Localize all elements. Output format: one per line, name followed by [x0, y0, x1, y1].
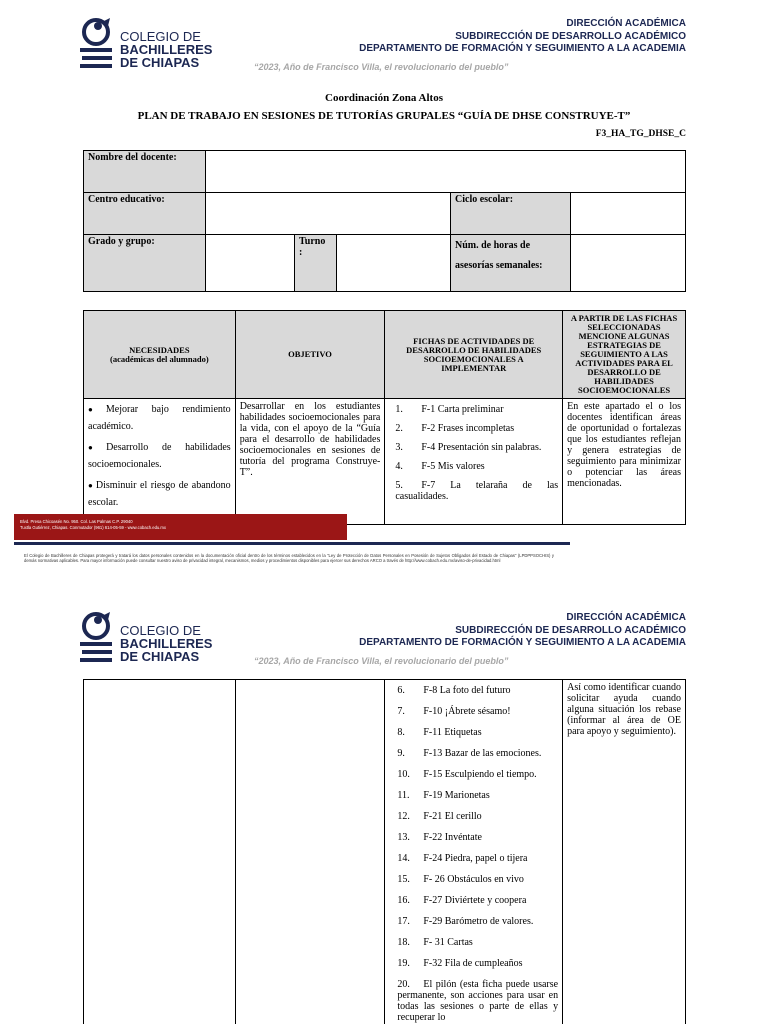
ficha-item: 6. F-8 La foto del futuro [397, 685, 511, 696]
dept-line-3: DEPARTAMENTO DE FORMACIÓN Y SEGUIMIENTO A LA ACADEMIA [359, 43, 686, 54]
ficha-item: 9. F-13 Bazar de las emociones. [397, 748, 542, 759]
grado-field[interactable] [206, 235, 295, 292]
ficha-item: 16. F-27 Diviértete y coopera [397, 895, 527, 906]
teacher-info-table [83, 150, 686, 292]
turno-field[interactable] [337, 235, 451, 292]
turno-label [295, 235, 337, 292]
centro-label: Centro educativo: [84, 193, 206, 235]
logo-line-2: BACHILLERES [120, 42, 213, 57]
need-item: ● Mejorar bajo rendimiento académico. [88, 401, 231, 435]
strategies-cell-continued: Así como identificar cuando solicitar ayuda cuando alguna situación los rebase (informar al área de OE para apoyo y seguimiento). [563, 680, 686, 1024]
needs-header-sub: (académicas del alumnado) [109, 353, 209, 364]
ficha-item: 14. F-24 Piedra, papel o tijera [397, 853, 528, 864]
dept-line-3: DEPARTAMENTO DE FORMACIÓN Y SEGUIMIENTO A LA ACADEMIA [359, 637, 686, 648]
privacy-notice: El Colegio de Bachilleres de Chiapas protegerá y tratará los datos personales contenidos en la documentación oficial dentro de los términos establecidos en la “Ley de Protección de Datos Personales en Posesión de Sujetos Obligados del Estado de Chiapas” (LPDPPSOCHIS) y demás normativas aplicables. Para mayor información puede consultar nuestro aviso de privacidad integral, mecanismos, medios y procedimientos disponibles para ejercer sus derechos ARCO a través de http://www.cobach.edu.mx/aviso-de-privacidad.html [24, 553, 554, 563]
ficha-item: 20. El pilón (esta ficha puede usarse permanente, son acciones para usar en todas las sesiones o parte de ellas y recuperar lo [397, 979, 559, 1023]
department-block [359, 18, 686, 56]
slogan: “2023, Año de Francisco Villa, el revolucionario del pueblo” [254, 656, 509, 666]
ficha-item: 7. F-10 ¡Ábrete sésamo! [397, 706, 511, 717]
plan-table-continued [83, 679, 686, 1024]
page-header [0, 16, 768, 76]
need-item: ● Disminuir el riesgo de abandono escolar. [88, 477, 231, 511]
plan-table [83, 310, 686, 525]
ficha-item: 11. F-19 Marionetas [397, 790, 490, 801]
address-line-1: Blvd. Presa Chicoasén No. 950. Col. Las Palmas C.P. 29040 [20, 519, 133, 524]
department-block [359, 612, 686, 650]
horas-label: Núm. de horas de asesorías semanales: [451, 235, 571, 292]
logo-line-2: BACHILLERES [120, 636, 213, 651]
needs-header [84, 311, 236, 399]
centro-field[interactable] [206, 193, 451, 235]
objective-cell: Desarrollar en los estudiantes habilidades socioemocionales para la vida, con el apoyo de la “Guía para el desarrollo de habilidades socioemocionales en sesiones de tutoría del programa Construye-T”. [235, 399, 385, 525]
ficha-item: 4. F-5 Mis valores [395, 461, 485, 472]
objective-cell-continued [235, 680, 385, 1024]
ficha-item: 15. F- 26 Obstáculos en vivo [397, 874, 524, 885]
ciclo-field[interactable] [571, 193, 686, 235]
form-code: F3_HA_TG_DHSE_C [595, 129, 686, 139]
ficha-item: 12. F-21 El cerillo [397, 811, 482, 822]
need-item: ● Desarrollo de habilidades socioemocionales. [88, 439, 231, 473]
logo-line-3: DE CHIAPAS [120, 55, 200, 70]
ficha-item: 1. F-1 Carta preliminar [395, 404, 504, 415]
ficha-item: 18. F- 31 Cartas [397, 937, 473, 948]
ciclo-label: Ciclo escolar: [451, 193, 571, 235]
horas-field[interactable] [571, 235, 686, 292]
docente-label: Nombre del docente: [84, 151, 206, 193]
dept-line-2: SUBDIRECCIÓN DE DESARROLLO ACADÉMICO [455, 30, 686, 42]
ficha-item: 3. F-4 Presentación sin palabras. [395, 442, 542, 453]
ficha-item: 13. F-22 Invéntate [397, 832, 482, 843]
ficha-item: 2. F-2 Frases incompletas [395, 423, 515, 434]
grado-label: Grado y grupo: [84, 235, 206, 292]
logo-wordmark [120, 30, 212, 69]
document-title: PLAN DE TRABAJO EN SESIONES DE TUTORÍAS GRUPALES “GUÍA DE DHSE CONSTRUYE-T” [137, 110, 631, 122]
footer-divider [14, 542, 570, 545]
strategies-cell: En este apartado el o los docentes identifican áreas de oportunidad o fortalezas que los estudiantes reflejan y genera estrategias de seguimiento para minimizar o potenciar las áreas mencionadas. [563, 399, 686, 525]
objective-header: OBJETIVO [235, 311, 385, 399]
dept-line-1: DIRECCIÓN ACADÉMICA [566, 18, 686, 29]
ficha-item: 10. F-15 Esculpiendo el tiempo. [397, 769, 537, 780]
turno-label-colon: : [299, 247, 303, 258]
fichas-header: FICHAS DE ACTIVIDADES DE DESARROLLO DE HABILIDADES SOCIOEMOCIONALES A IMPLEMENTAR [385, 311, 563, 399]
logo-line-3: DE CHIAPAS [120, 649, 200, 664]
page-header-2 [0, 610, 768, 670]
fichas-cell [385, 399, 563, 525]
fichas-cell-continued [385, 680, 563, 1024]
coordination-label: Coordinación Zona Altos [325, 92, 443, 104]
ficha-item: 17. F-29 Barómetro de valores. [397, 916, 534, 927]
turno-label-text: Turno [299, 236, 326, 247]
slogan: “2023, Año de Francisco Villa, el revolucionario del pueblo” [254, 62, 509, 72]
address-line-2: Tuxtla Gutiérrez, Chiapas. Conmutador (961) 614-05-59 - www.cobach.edu.mx [20, 525, 167, 530]
footer-address-bar [14, 514, 347, 540]
strategies-header: A PARTIR DE LAS FICHAS SELECCIONADAS MENCIONE ALGUNAS ESTRATEGIAS DE SEGUIMIENTO A LAS ACTIVIDADES PARA EL DESARROLLO DE HABILIDADES SOCIOEMOCIONALES [563, 311, 686, 399]
needs-cell [84, 399, 236, 525]
logo-wordmark [120, 624, 212, 663]
docente-field[interactable] [206, 151, 686, 193]
logo-line-1: COLEGIO DE [120, 623, 201, 638]
dept-line-2: SUBDIRECCIÓN DE DESARROLLO ACADÉMICO [455, 624, 686, 636]
needs-header-title: NECESIDADES [129, 344, 190, 355]
dept-line-1: DIRECCIÓN ACADÉMICA [566, 612, 686, 623]
ficha-item: 19. F-32 Fila de cumpleaños [397, 958, 523, 969]
ficha-item: 8. F-11 Etiquetas [397, 727, 482, 738]
logo-line-1: COLEGIO DE [120, 29, 201, 44]
ficha-item: 5. F-7 La telaraña de las casualidades. [395, 480, 559, 502]
needs-cell-continued [84, 680, 236, 1024]
